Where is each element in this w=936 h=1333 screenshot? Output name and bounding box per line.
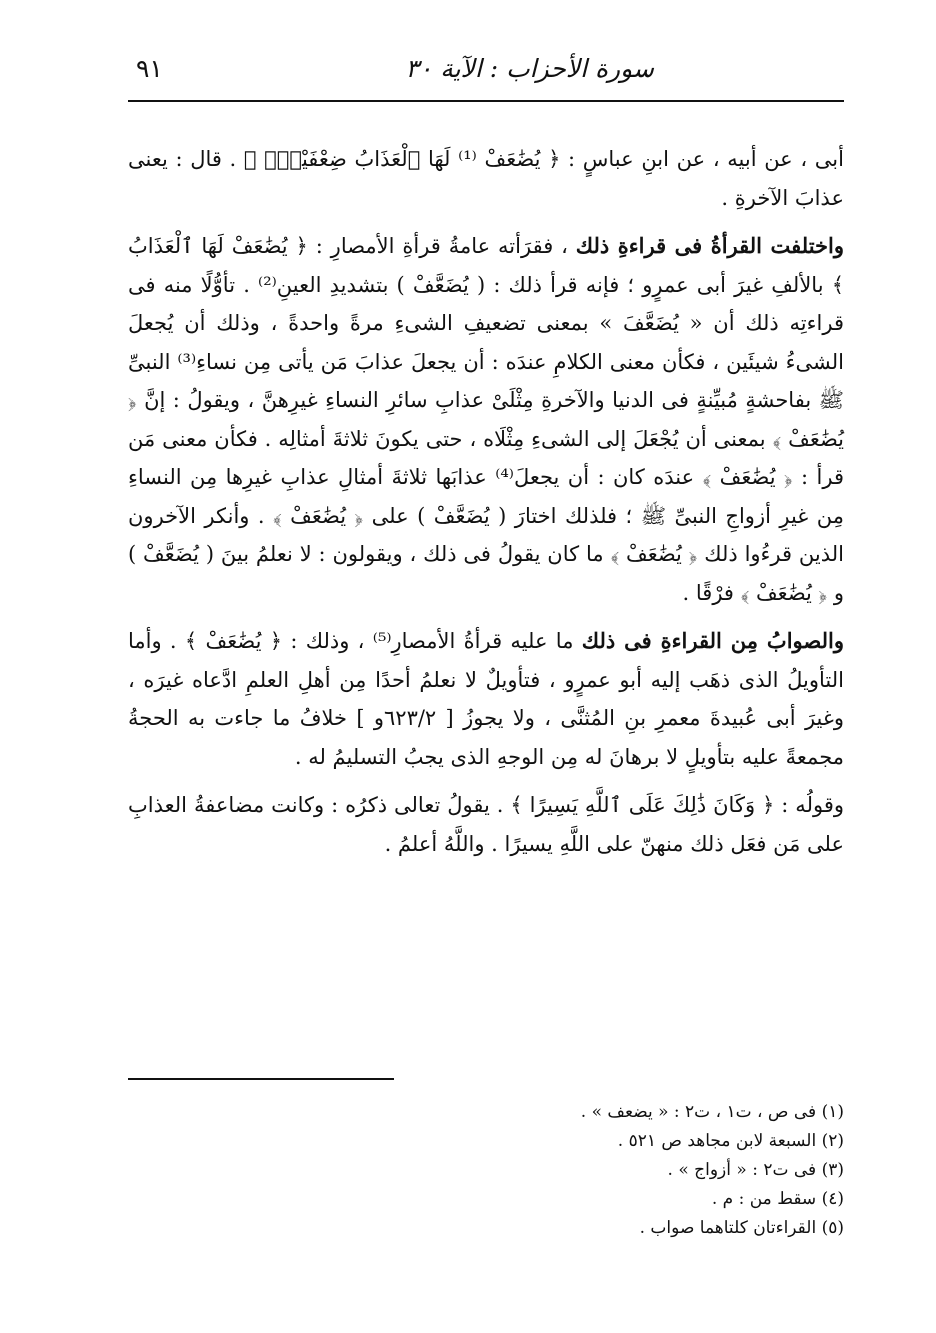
paragraph-text: ما عليه قرأةُ الأمصارِ⁽⁵⁾ ، وذلك : ﴿ يُضَٰعَفْ ﴾ . وأما التأويلُ الذى ذهَب إليه أبو عمرٍو ، فتأويلٌ لا نعلمُ أحدًا مِن أهلِ العلمِ ادَّعاه غيرَه ، وغيرَ أبى عُبيدةَ معمرِ بنِ المُثنَّى ، ولا يجوزُ [ ٦٢٣/٢و ] خلافُ ما جاءت به الحجةُ مجمعةً عليه بتأويلٍ لا برهانَ له مِن الوجهِ الذى يجبُ التسليمُ له . [128, 629, 844, 769]
book-page [128, 40, 844, 1310]
paragraph-lead: واختلفت القرأةُ فى قراءةِ ذلك [575, 233, 844, 258]
main-text [128, 140, 844, 873]
paragraph-text: وقولُه : ﴿ وَكَانَ ذَٰلِكَ عَلَى ٱللَّهِ يَسِيرًا ﴾ . يقولُ تعالى ذكرُه : وكانت مضاعفةُ العذابِ على مَن فعَل ذلك منهنّ على اللَّهِ يسيرًا . واللَّهُ أعلمُ . [128, 793, 844, 856]
paragraph [128, 140, 844, 217]
paragraph [128, 227, 844, 612]
paragraph [128, 786, 844, 863]
footnote: (٣) فى ت٢ : « أزواج » . [667, 1160, 844, 1180]
page-header [128, 40, 844, 96]
page-number: ٩١ [136, 54, 163, 83]
paragraph-text: أبى ، عن أبيه ، عن ابنِ عباسٍ : ﴿ يُضَٰعَفْ ⁽¹⁾ لَهَا ٱلْعَذَابُ ضِعْفَيْنِۚ ﴾ . قال : يعنى عذابَ الآخرةِ . [128, 147, 844, 210]
paragraph-lead: والصوابُ مِن القراءةِ فى ذلك [581, 628, 844, 653]
footnote: (٤) سقط من : م . [711, 1189, 844, 1209]
paragraph-text: ، فقرَأته عامةُ قرأةِ الأمصارِ : ﴿ يُضَٰعَفْ لَهَا ٱلْعَذَابُ ﴾ بالألفِ غيرَ أبى عمرٍو ؛ فإنه قرأ ذلك : ( يُضَعَّفْ ) بتشديدِ العينِ⁽²⁾ . تأوُّلًا منه فى قراءتِه ذلك أن « يُضَعَّفَ » بمعنى تضعيفِ الشىءِ مرةً واحدةً ، وذلك أن يُجعلَ الشىءُ شيئَين ، فكأن معنى الكلامِ عندَه : أن يجعلَ عذابَ مَن يأتى مِن نساءِ⁽³⁾ النبىِّ ﷺ بفاحشةٍ مُبيِّنةٍ فى الدنيا والآخرةِ مِثْلَىْ عذابِ سائرِ النساءِ غيرِهنَّ ، ويقولُ : إنَّ ﴿ يُضَٰعَفْ ﴾ بمعنى أن يُجْعَلَ إلى الشىءِ مِثْلَاه ، حتى يكونَ ثلاثةَ أمثالِه . فكأن معنى مَن قرأ : ﴿ يُضَٰعَفْ ﴾ عندَه كان : أن يجعلَ⁽⁴⁾ عذابَها ثلاثةَ أمثالِ عذابِ غيرِها مِن النساءِ مِن غيرِ أزواجِ النبىِّ ﷺ ؛ فلذلك اختارَ ( يُضَعَّفْ ) على ﴿ يُضَٰعَفْ ﴾ . وأنكر الآخرون الذين قرءُوا ذلك ﴿ يُضَٰعَفْ ﴾ ما كان يقولُ فى ذلك ، ويقولون : لا نعلمُ بينَ ( يُضَعَّفْ ) و ﴿ يُضَٰعَفْ ﴾ فرْقًا . [128, 234, 845, 605]
footnote: (٢) السبعة لابن مجاهد ص ٥٢١ . [617, 1131, 844, 1151]
footnote: (١) فى ص ، ت١ ، ت٢ : « يضعف » . [580, 1102, 844, 1122]
footnote: (٥) القراءتان كلتاهما صواب . [639, 1218, 844, 1238]
running-title: سورة الأحزاب : الآية ٣٠ [405, 54, 654, 83]
footnote-rule [128, 1078, 394, 1080]
header-rule [128, 100, 844, 102]
footnotes [128, 1098, 844, 1243]
paragraph [128, 622, 844, 776]
